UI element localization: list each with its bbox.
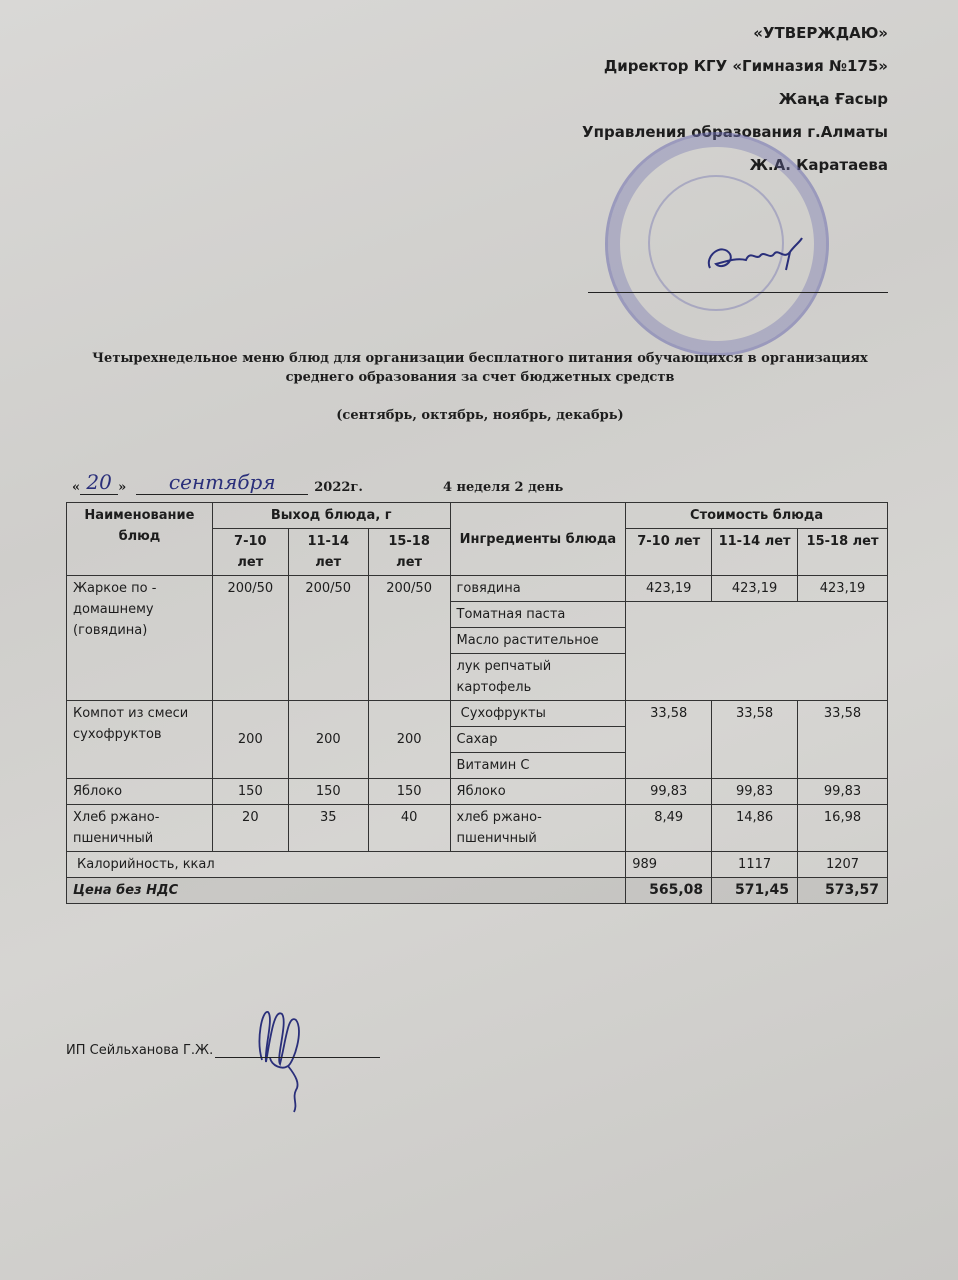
cost-value: 423,19 [712,576,798,602]
supplier-signature-block [66,1043,380,1058]
cost-value: 16,98 [798,805,888,852]
approval-school: Жаңа Ғасыр [778,90,888,108]
date-year: 2022г. [314,480,363,495]
ingredient: хлеб ржано-пшеничный [450,805,626,852]
cost-value: 33,58 [712,701,798,779]
yield-value: 150 [368,779,450,805]
table-row [67,805,888,852]
ingredient: Томатная паста [450,602,626,628]
document-period: (сентябрь, октябрь, ноябрь, декабрь) [336,408,624,423]
date-month: сентября [136,470,308,495]
cost-value: 423,19 [798,576,888,602]
document-title: Четырехнедельное меню блюд для организации бесплатного питания обучающихся в организациях среднего образования за счет бюджетных средств [92,351,868,385]
cost-value: 99,83 [626,779,712,805]
calories-row [67,852,888,878]
approval-director: Директор КГУ «Гимназия №175» [603,57,888,75]
date-line [72,470,563,495]
date-open-quote: « [72,480,81,495]
header-cost-age: 7-10 лет [626,529,712,576]
yield-value: 200 [288,701,368,779]
director-signature-icon [700,230,810,280]
supplier-name: ИП Сейльханова Г.Ж. [66,1043,214,1058]
calories-value: 989 [626,852,712,878]
ingredient: Витамин С [450,753,626,779]
header-ingredients: Ингредиенты блюда [450,503,626,576]
ingredient: Масло растительное [450,628,626,654]
dish-name: Жаркое по - домашнему (говядина) [67,576,213,701]
header-yield: Выход блюда, г [212,503,450,529]
header-yield-age: 15-18 лет [368,529,450,576]
table-row [67,701,888,727]
ingredient: Яблоко [450,779,626,805]
ingredient: лук репчатый картофель [450,654,626,701]
calories-label: Калорийность, ккал [67,852,626,878]
ingredient: говядина [450,576,626,602]
price-value: 571,45 [712,878,798,904]
header-dish-name: Наименование блюд [67,503,213,576]
price-value: 565,08 [626,878,712,904]
week-day-label: 4 неделя 2 день [442,480,564,495]
yield-value: 200/50 [368,576,450,701]
dish-name: Яблоко [67,779,213,805]
header-yield-age: 7-10 лет [212,529,288,576]
cost-value: 33,58 [626,701,712,779]
approval-heading: «УТВЕРЖДАЮ» [753,24,888,42]
yield-value: 150 [212,779,288,805]
ingredient: Сахар [450,727,626,753]
approval-department: Управления образования г.Алматы [582,123,888,141]
yield-value: 200 [368,701,450,779]
yield-value: 200 [212,701,288,779]
dish-name: Компот из смеси сухофруктов [67,701,213,779]
cost-value: 99,83 [798,779,888,805]
header-yield-age: 11-14 лет [288,529,368,576]
table-row [67,576,888,602]
yield-value: 200/50 [288,576,368,701]
menu-table [66,502,888,904]
yield-value: 40 [368,805,450,852]
table-row [67,779,888,805]
price-row [67,878,888,904]
supplier-signature-line [215,1043,380,1058]
header-cost-age: 11-14 лет [712,529,798,576]
cost-value: 99,83 [712,779,798,805]
yield-value: 200/50 [212,576,288,701]
price-value: 573,57 [798,878,888,904]
calories-value: 1117 [712,852,798,878]
director-signature-line [588,292,888,293]
price-label: Цена без НДС [67,878,626,904]
cost-merged-empty [626,602,888,701]
yield-value: 20 [212,805,288,852]
cost-value: 14,86 [712,805,798,852]
dish-name: Хлеб ржано-пшеничный [67,805,213,852]
header-cost-age: 15-18 лет [798,529,888,576]
table-header-row [67,503,888,529]
ingredient: Сухофрукты [450,701,626,727]
calories-value: 1207 [798,852,888,878]
cost-value: 8,49 [626,805,712,852]
date-day: 20 [80,470,118,495]
cost-value: 33,58 [798,701,888,779]
yield-value: 35 [288,805,368,852]
header-cost: Стоимость блюда [626,503,888,529]
cost-value: 423,19 [626,576,712,602]
date-close-quote: » [118,480,127,495]
approval-signatory: Ж.А. Каратаева [749,156,888,174]
yield-value: 150 [288,779,368,805]
